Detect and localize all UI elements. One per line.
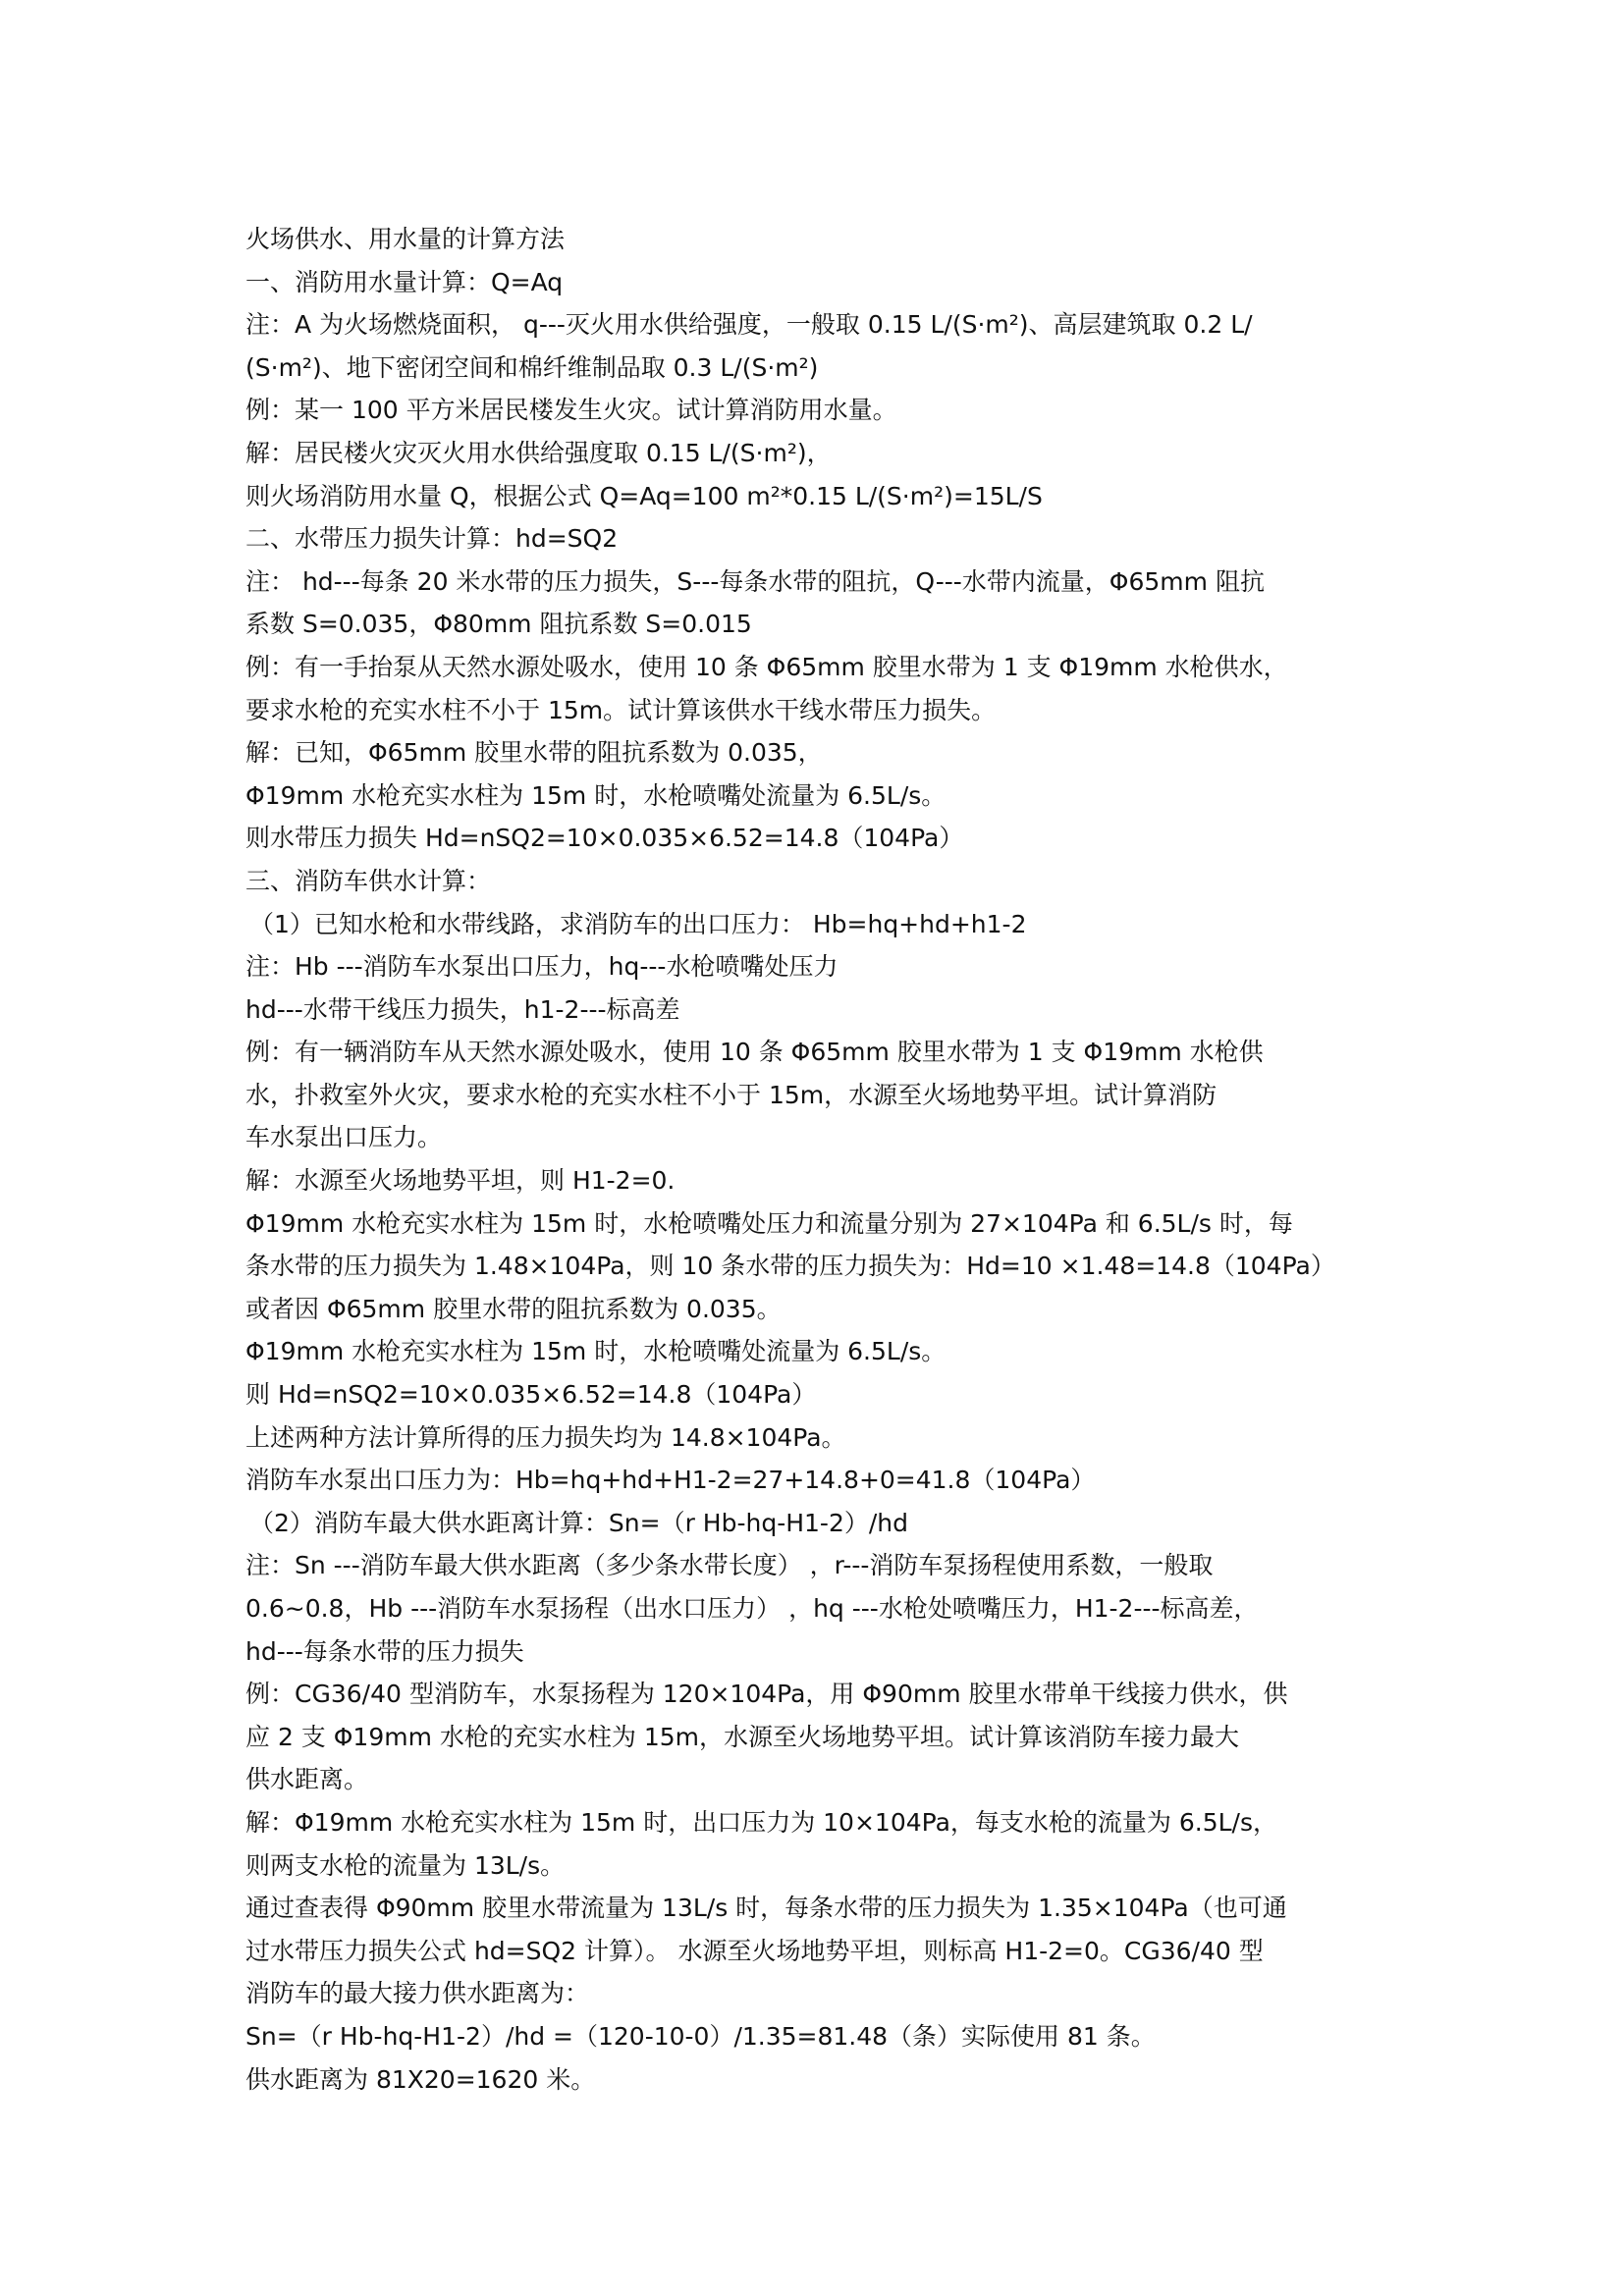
section-3-part-1-solution-line-1: 解：水源至火场地势平坦，则 H1-2=0. xyxy=(245,1166,676,1196)
section-1-heading: 一、消防用水量计算：Q=Aq xyxy=(245,267,564,296)
section-2-heading: 二、水带压力损失计算：hd=SQ2 xyxy=(245,524,619,554)
section-3-part-1-solution-line-4: 或者因 Φ65mm 胶里水带的阻抗系数为 0.035。 xyxy=(245,1294,782,1323)
section-3-part-2-solution-line-6: Sn=（r Hb-hq-H1-2）/hd =（120-10-0）/1.35=81.48（条）实际使用 81 条。 xyxy=(245,2021,1156,2051)
section-3-part-2-note-line-2: 0.6~0.8，Hb ---消防车水泵扬程（出水口压力） ，hq ---水枪处喷嘴压力，H1-2---标高差， xyxy=(245,1594,1259,1623)
section-3-part-1-heading: （1）已知水枪和水带线路，求消防车的出口压力： Hb=hq+hd+h1-2 xyxy=(249,909,1027,938)
section-3-part-1-example-line-2: 水，扑救室外火灾，要求水枪的充实水柱不小于 15m，水源至火场地势平坦。试计算消防 xyxy=(245,1080,1217,1109)
section-3-part-1-note-line-1: 注：Hb ---消防车水泵出口压力，hq---水枪喷嘴处压力 xyxy=(245,952,839,982)
section-3-part-1-example-line-3: 车水泵出口压力。 xyxy=(245,1123,443,1152)
section-3-part-2-solution-line-5: 消防车的最大接力供水距离为： xyxy=(245,1979,590,2008)
section-1-note-line-2: (S·m²)、地下密闭空间和棉纤维制品取 0.3 L/(S·m²) xyxy=(245,352,819,382)
section-3-part-2-solution-line-4: 过水带压力损失公式 hd=SQ2 计算）。 水源至火场地势平坦，则标高 H1-2=0。CG36/40 型 xyxy=(245,1936,1264,1965)
section-1-example: 例：某一 100 平方米居民楼发生火灾。试计算消防用水量。 xyxy=(245,396,897,425)
section-3-part-2-note-line-1: 注：Sn ---消防车最大供水距离（多少条水带长度） ，r---消防车泵扬程使用系数，一般取 xyxy=(245,1551,1214,1580)
section-1-solution-line-2: 则火场消防用水量 Q，根据公式 Q=Aq=100 m²*0.15 L/(S·m²)=15L/S xyxy=(245,481,1043,510)
section-2-example-line-1: 例：有一手抬泵从天然水源处吸水，使用 10 条 Φ65mm 胶里水带为 1 支 Φ19mm 水枪供水， xyxy=(245,652,1288,681)
section-3-part-1-solution-line-3: 条水带的压力损失为 1.48×104Pa，则 10 条水带的压力损失为：Hd=10 ×1.48=14.8（104Pa） xyxy=(245,1252,1335,1281)
section-3-part-2-example-line-3: 供水距离。 xyxy=(245,1765,369,1794)
section-3-part-2-example-line-2: 应 2 支 Φ19mm 水枪的充实水柱为 15m，水源至火场地势平坦。试计算该消防车接力最大 xyxy=(245,1722,1240,1751)
section-3-part-2-solution-line-1: 解：Φ19mm 水枪充实水柱为 15m 时，出口压力为 10×104Pa，每支水枪的流量为 6.5L/s， xyxy=(245,1807,1277,1837)
section-3-part-1-note-line-2: hd---水带干线压力损失，h1-2---标高差 xyxy=(245,994,680,1024)
section-3-part-2-note-line-3: hd---每条水带的压力损失 xyxy=(245,1636,524,1666)
section-2-note-line-1: 注： hd---每条 20 米水带的压力损失，S---每条水带的阻抗，Q---水带内流量，Φ65mm 阻抗 xyxy=(245,566,1265,596)
section-3-heading: 三、消防车供水计算： xyxy=(245,866,492,895)
section-3-part-1-solution-line-2: Φ19mm 水枪充实水柱为 15m 时，水枪喷嘴处压力和流量分别为 27×104Pa 和 6.5L/s 时，每 xyxy=(245,1208,1293,1238)
section-2-solution-line-2: Φ19mm 水枪充实水柱为 15m 时，水枪喷嘴处流量为 6.5L/s。 xyxy=(245,780,947,810)
section-3-part-2-example-line-1: 例：CG36/40 型消防车，水泵扬程为 120×104Pa，用 Φ90mm 胶里水带单干线接力供水，供 xyxy=(245,1680,1288,1709)
section-3-part-2-heading: （2）消防车最大供水距离计算：Sn=（r Hb-hq-H1-2）/hd xyxy=(249,1508,908,1537)
section-3-part-1-solution-line-5: Φ19mm 水枪充实水柱为 15m 时，水枪喷嘴处流量为 6.5L/s。 xyxy=(245,1337,947,1366)
section-3-part-1-example-line-1: 例：有一辆消防车从天然水源处吸水，使用 10 条 Φ65mm 胶里水带为 1 支 Φ19mm 水枪供 xyxy=(245,1038,1264,1067)
document-title: 火场供水、用水量的计算方法 xyxy=(245,225,566,253)
section-3-part-1-solution-line-8: 消防车水泵出口压力为：Hb=hq+hd+H1-2=27+14.8+0=41.8（104Pa） xyxy=(245,1466,1096,1495)
section-3-part-2-conclusion: 供水距离为 81X20=1620 米。 xyxy=(245,2064,596,2094)
section-1-solution-line-1: 解：居民楼火灾灭火用水供给强度取 0.15 L/(S·m²)， xyxy=(245,438,832,467)
document-body xyxy=(245,218,1424,2101)
section-2-example-line-2: 要求水枪的充实水柱不小于 15m。试计算该供水干线水带压力损失。 xyxy=(245,695,997,724)
section-3-part-1-solution-line-7: 上述两种方法计算所得的压力损失均为 14.8×104Pa。 xyxy=(245,1422,846,1452)
section-3-part-2-solution-line-2: 则两支水枪的流量为 13L/s。 xyxy=(245,1850,566,1880)
section-3-part-1-solution-line-6: 则 Hd=nSQ2=10×0.035×6.52=14.8（104Pa） xyxy=(245,1380,817,1410)
section-2-solution-line-1: 解：已知，Φ65mm 胶里水带的阻抗系数为 0.035， xyxy=(245,738,823,768)
section-1-note-line-1: 注：A 为火场燃烧面积， q---灭火用水供给强度，一般取 0.15 L/(S·m²)、高层建筑取 0.2 L/ xyxy=(245,310,1253,340)
section-2-note-line-2: 系数 S=0.035，Φ80mm 阻抗系数 S=0.015 xyxy=(245,610,752,639)
section-2-solution-line-3: 则水带压力损失 Hd=nSQ2=10×0.035×6.52=14.8（104Pa） xyxy=(245,824,964,853)
section-3-part-2-solution-line-3: 通过查表得 Φ90mm 胶里水带流量为 13L/s 时，每条水带的压力损失为 1.35×104Pa（也可通 xyxy=(245,1894,1287,1923)
